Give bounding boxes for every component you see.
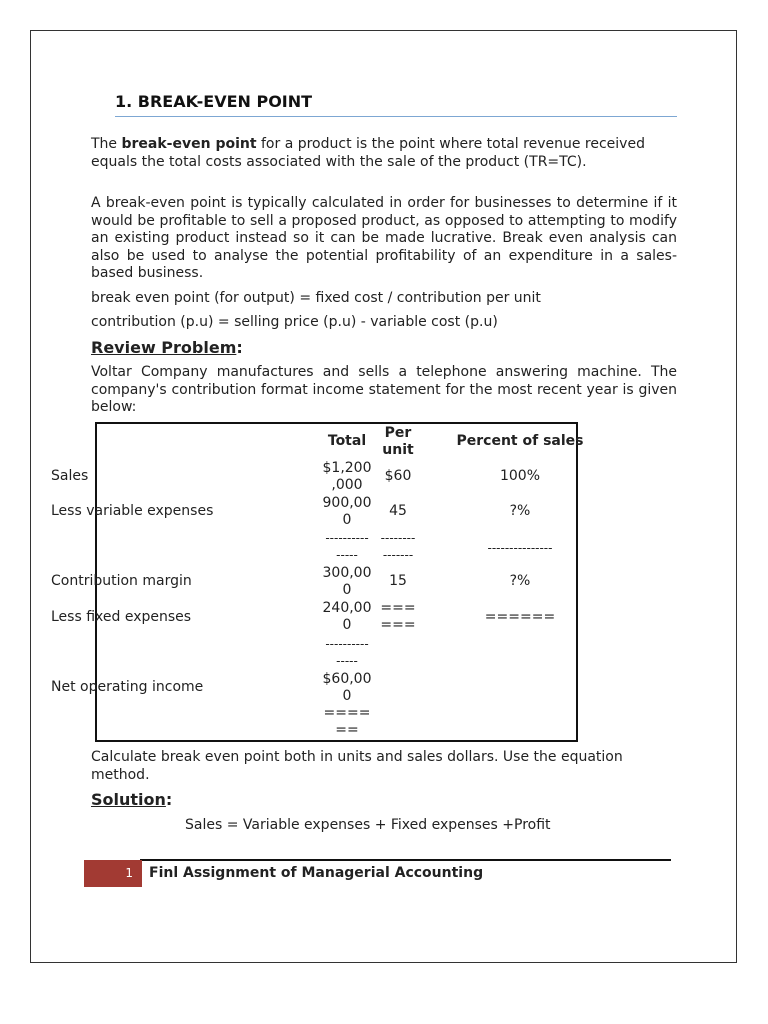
variable-expenses-per-unit: 45 — [389, 503, 407, 519]
sales-total-line2: ,000 — [331, 477, 363, 493]
header-total: Total — [327, 433, 367, 449]
header-per-unit — [378, 425, 418, 459]
solution-equation: Sales = Variable expenses + Fixed expenses +Profit — [185, 817, 551, 833]
fixed-expenses-per-unit-line1: === — [380, 600, 416, 616]
fixed-expenses-total-line1: 240,00 — [322, 600, 372, 616]
formula-break-even: break even point (for output) = fixed cost / contribution per unit — [91, 290, 541, 306]
row-label-contribution-margin: Contribution margin — [51, 573, 192, 589]
separator-percent: --------------- — [487, 541, 553, 555]
separator2-total — [318, 636, 376, 670]
sales-total — [318, 460, 376, 494]
review-title-text: Review Problem — [91, 338, 237, 357]
solution-title-text: Solution — [91, 790, 166, 809]
review-problem-text: Voltar Company manufactures and sells a telephone answering machine. The company's contribution format income statement for the most recent year is given below: — [91, 364, 677, 415]
contribution-margin-percent: ?% — [509, 573, 531, 589]
contribution-margin-total-line2: 0 — [342, 582, 352, 598]
variable-expenses-total-line1: 900,00 — [322, 495, 372, 511]
footer-title: Finl Assignment of Managerial Accounting — [149, 865, 484, 881]
header-per-unit-line1: Per — [384, 425, 412, 441]
variable-expenses-total-line2: 0 — [342, 512, 352, 528]
row-label-net-operating-income: Net operating income — [51, 679, 204, 695]
contribution-margin-per-unit: 15 — [389, 573, 407, 589]
row-label-variable-expenses: Less variable expenses — [51, 503, 214, 519]
solution-title — [91, 790, 172, 809]
page-number-box: 1 — [84, 860, 142, 887]
fixed-expenses-per-unit-line2: === — [380, 617, 416, 633]
task-paragraph: Calculate break even point both in units and sales dollars. Use the equation method. — [91, 749, 623, 783]
net-operating-income-total-line1: $60,00 — [322, 671, 372, 687]
solution-colon: : — [165, 790, 173, 809]
separator-per-unit-line1: -------- — [380, 531, 416, 545]
review-problem-title — [91, 338, 243, 357]
header-percent-of-sales: Percent of sales — [456, 433, 584, 449]
variable-expenses-percent: ?% — [509, 503, 531, 519]
sales-per-unit: $60 — [384, 468, 412, 484]
fixed-expenses-total-line2: 0 — [342, 617, 352, 633]
separator2-total-line1: ---------- — [325, 637, 369, 651]
separator2-total-line2: ----- — [336, 654, 358, 668]
heading-underline — [115, 116, 677, 117]
separator-per-unit-line2: ------- — [382, 548, 414, 562]
net-operating-income-total — [318, 671, 376, 739]
fixed-expenses-per-unit — [376, 600, 420, 634]
separator-total-line1: ---------- — [325, 531, 369, 545]
section-heading: 1. BREAK-EVEN POINT — [115, 92, 313, 111]
row-label-fixed-expenses: Less fixed expenses — [51, 609, 192, 625]
separator-per-unit — [376, 530, 420, 564]
fixed-expenses-percent: ====== — [484, 609, 556, 625]
analysis-paragraph: A break-even point is typically calculated in order for businesses to determine if it would be profitable to sell a proposed product, as opposed to attempting to modify an existing product instead so it can be made lucrative. Break even analysis can also be used to analyse the potential profitability of an expenditure in a sales-based business. — [91, 195, 677, 281]
net-operating-income-total-line3: ==== — [323, 705, 371, 721]
intro-rest: for a product is the point where total revenue received equals the total costs associated with the sale of the product (TR=TC). — [91, 136, 645, 170]
sales-percent: 100% — [499, 468, 541, 484]
review-colon: : — [236, 338, 243, 357]
intro-paragraph — [91, 136, 677, 171]
intro-prefix: The — [91, 136, 122, 152]
variable-expenses-total — [318, 495, 376, 529]
contribution-margin-total-line1: 300,00 — [322, 565, 372, 581]
fixed-expenses-total — [318, 600, 376, 634]
contribution-margin-total — [318, 565, 376, 599]
separator-total-line2: ----- — [336, 548, 358, 562]
net-operating-income-total-line2: 0 — [342, 688, 352, 704]
footer-rule — [140, 859, 671, 861]
separator-total — [318, 530, 376, 564]
header-per-unit-line2: unit — [382, 442, 414, 458]
net-operating-income-total-line4: == — [335, 722, 359, 738]
row-label-sales: Sales — [51, 468, 89, 484]
intro-bold-term: break-even point — [121, 136, 257, 152]
formula-contribution: contribution (p.u) = selling price (p.u) - variable cost (p.u) — [91, 314, 498, 330]
sales-total-line1: $1,200 — [322, 460, 372, 476]
